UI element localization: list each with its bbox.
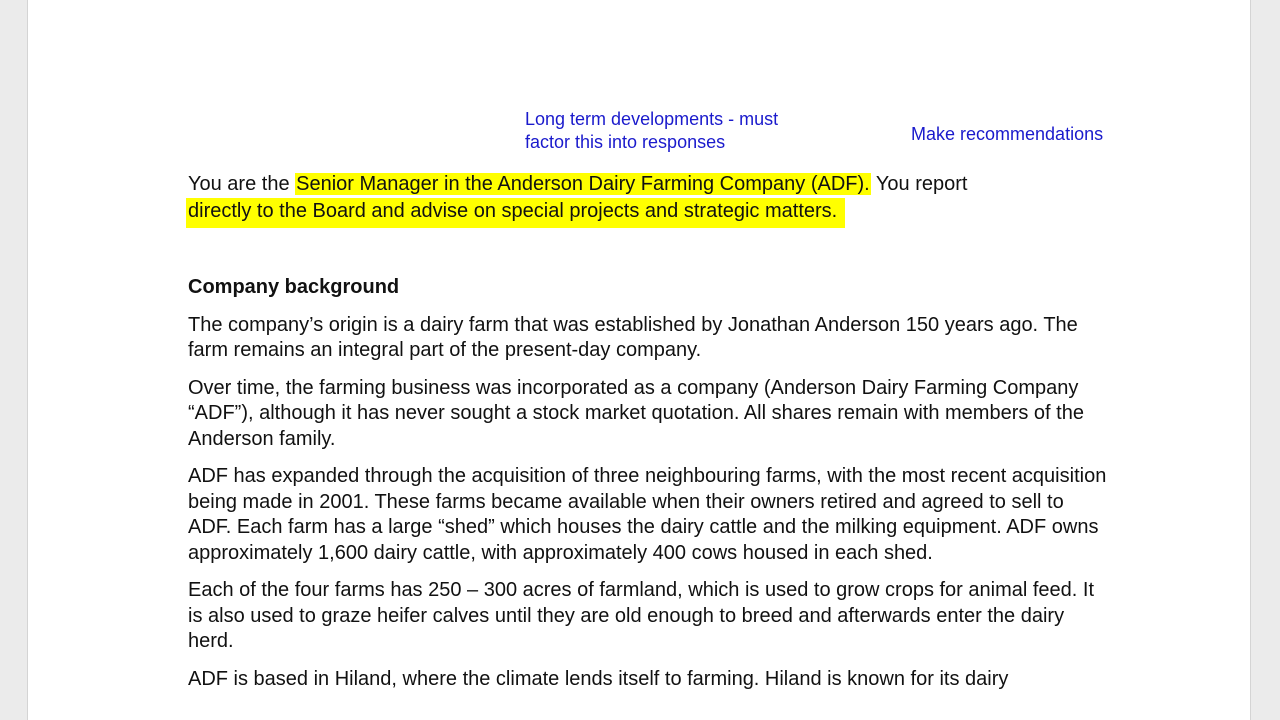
paragraph-farmland: Each of the four farms has 250 – 300 acres of farmland, which is used to grow crops for animal feed. It is also used to graze heifer calves until they are old enough to breed and afterwards enter the dairy herd. (188, 579, 1095, 652)
annotation-long-term-line-1: Long term developments - must (525, 109, 779, 129)
left-page-margin (0, 0, 28, 720)
paragraph-origin: The company’s origin is a dairy farm that was established by Jonathan Anderson 150 years ago. The farm remains an integral part of the present-day company. (188, 313, 1078, 361)
section-heading: Company background (188, 276, 400, 298)
right-page-margin (1250, 0, 1280, 720)
highlighted-duties: directly to the Board and advise on special projects and strategic matters. (186, 198, 845, 229)
paragraph-incorporation: Over time, the farming business was incorporated as a company (Anderson Dairy Farming Company “ADF”), although it has never sought a stock market quotation. All shares remain with members of the Anderson family. (188, 376, 1084, 450)
intro-paragraph (188, 172, 1108, 228)
intro-after-role: You report (870, 173, 968, 195)
annotation-long-term-line-2: factor this into responses (525, 132, 726, 152)
paragraph-location: ADF is based in Hiland, where the climate lends itself to farming. Hiland is known for its dairy (188, 667, 1009, 690)
annotation-long-term (525, 108, 778, 154)
annotation-recommendations: Make recommendations (911, 124, 1104, 144)
document-body (188, 172, 1108, 692)
paragraph-expansion: ADF has expanded through the acquisition of three neighbouring farms, with the most recent acquisition being made in 2001. These farms became available when their owners retired and agreed to sell to ADF. Each farm has a large “shed” which houses the dairy cattle and the milking equipment. ADF owns approximately 1,600 dairy cattle, with approximately 400 cows housed in each shed. (188, 465, 1107, 564)
highlighted-role: Senior Manager in the Anderson Dairy Farming Company (ADF). (296, 173, 870, 195)
intro-prefix: You are the (188, 173, 296, 195)
